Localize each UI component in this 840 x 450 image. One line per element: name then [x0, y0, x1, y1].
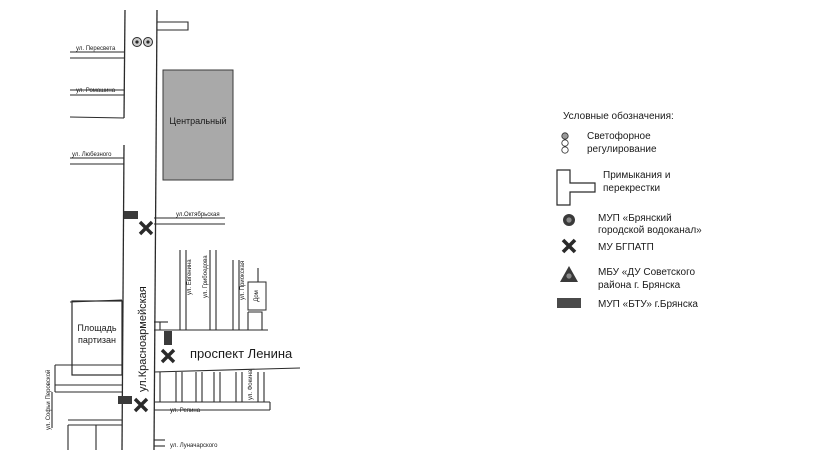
lenina-road: [154, 368, 300, 372]
junction-icon: [557, 170, 595, 205]
street-evgenina: ул. Евгенина: [187, 259, 193, 295]
legend-traffic-line1: Светофорное: [587, 131, 651, 142]
vodokanal-circle-icon: [563, 214, 575, 226]
street-oktyabrskaya: ул.Октябрьская: [176, 212, 220, 218]
cross-x-icon: [563, 240, 575, 252]
block-partisan-label-1: Площадь: [77, 323, 117, 333]
block-partisan-label-2: партизан: [78, 335, 116, 345]
traffic-light-icon: [133, 38, 153, 47]
triangle-icon: [560, 266, 578, 282]
traffic-light-icon: [562, 133, 568, 153]
legend-junction-line1: Примыкания и: [603, 170, 671, 181]
top-junction: [157, 22, 188, 30]
btu-rect-icon: [164, 331, 172, 345]
street-lyubeznogo: ул. Любезного: [72, 152, 112, 158]
btu-rect-icon: [118, 396, 132, 404]
street-griboedova: ул. Грибоедова: [203, 255, 209, 298]
small-building-label: Дом: [254, 290, 260, 302]
btu-rect-icon: [124, 211, 138, 219]
street-lenina: проспект Ленина: [190, 346, 293, 361]
legend-junction-line2: перекрестки: [603, 183, 661, 194]
left-side-streets: [70, 52, 124, 164]
legend-vodokanal-line1: МУП «Брянский: [598, 213, 672, 224]
street-romashina: ул. Ромашина: [76, 88, 116, 94]
block-central-label: Центральный: [169, 116, 227, 126]
street-fokina: ул. Фокина: [248, 369, 254, 400]
cross-x-icon: [135, 399, 147, 411]
legend-du-line1: МБУ «ДУ Советского: [598, 267, 696, 278]
street-krasnoarmeyskaya: ул.Красноармейская: [137, 286, 149, 392]
street-repina: ул. Репина: [170, 408, 201, 414]
legend-vodokanal-line2: городской водоканал»: [598, 225, 702, 236]
legend-btp-line1: МУ БГПАТП: [598, 242, 654, 253]
btu-rect-icon: [557, 298, 581, 308]
cross-x-icon: [162, 350, 174, 362]
street-peresveta: ул. Пересвета: [76, 46, 116, 52]
street-lunacharskogo: ул. Луначарского: [170, 443, 218, 449]
cross-x-icon: [140, 222, 152, 234]
legend-traffic-line2: регулирование: [587, 144, 657, 155]
legend-title: Условные обозначения:: [563, 111, 674, 122]
oktyabrskaya-road: [154, 218, 225, 224]
legend-btu-line1: МУП «БТУ» г.Брянска: [598, 299, 698, 310]
legend-du-line2: района г. Брянска: [598, 280, 681, 291]
street-prioksnaya: ул. Приокская: [240, 260, 246, 300]
street-sofii-perovskoy: ул. Софьи Перовской: [46, 369, 52, 430]
